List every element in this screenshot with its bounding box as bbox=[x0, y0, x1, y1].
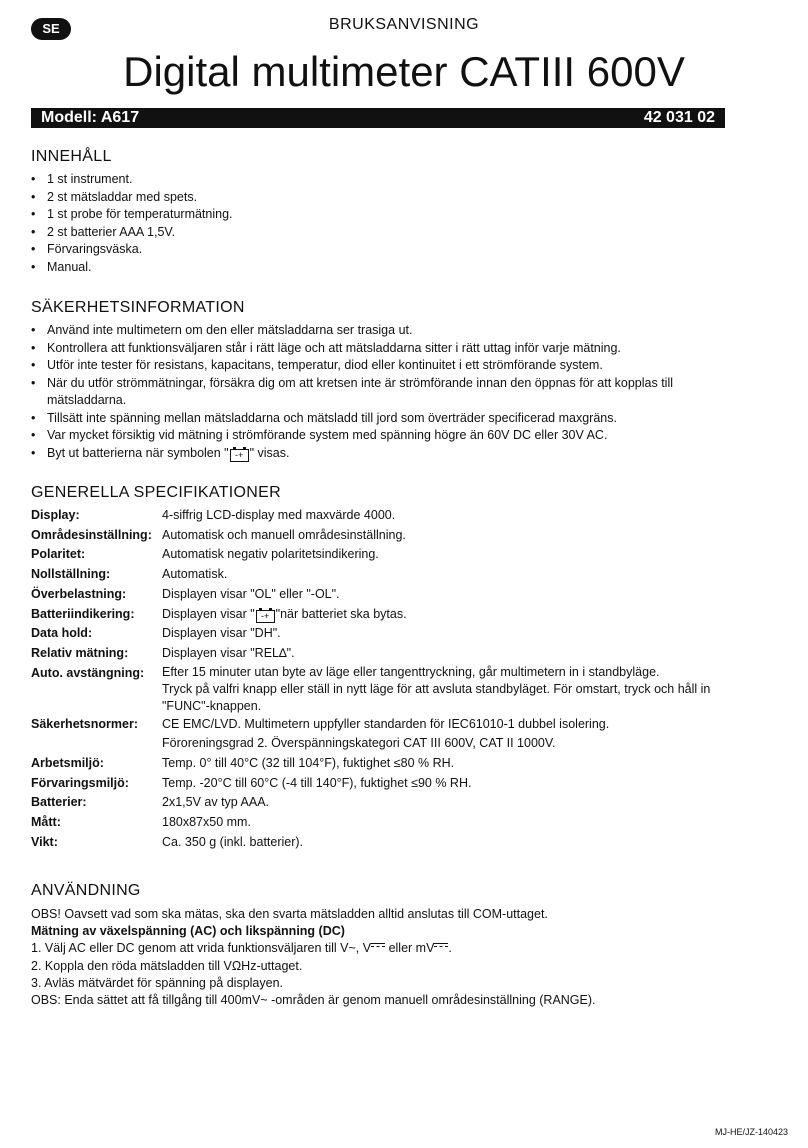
spec-row bbox=[31, 754, 731, 774]
spec-row bbox=[31, 526, 731, 546]
spec-row bbox=[31, 715, 731, 754]
spec-value: Automatisk negativ polaritetsindikering. bbox=[162, 547, 379, 562]
model-label: Modell: A617 bbox=[41, 109, 140, 126]
spec-key: Mått: bbox=[31, 815, 61, 830]
spec-value-line: Föroreningsgrad 2. Överspänningskategori CAT III 600V, CAT II 1000V. bbox=[162, 736, 556, 751]
spec-value: 4-siffrig LCD-display med maxvärde 4000. bbox=[162, 508, 396, 522]
model-bar bbox=[31, 108, 725, 128]
spec-value: Displayen visar "OL" eller "-OL". bbox=[162, 586, 340, 601]
battery-icon: -+ bbox=[256, 610, 275, 623]
contents-heading: INNEHÅLL bbox=[31, 148, 112, 165]
list-item: • 1 st instrument. bbox=[31, 171, 697, 189]
spec-key: Vikt: bbox=[31, 834, 58, 849]
spec-key: Batterier: bbox=[31, 795, 87, 810]
dc-symbol-icon bbox=[434, 942, 448, 952]
list-item: • När du utför strömmätningar, försäkra dig om att kretsen inte är strömförande innan den öppnas för att kopplas till mätsladdarna. bbox=[31, 375, 697, 410]
spec-row bbox=[31, 506, 731, 526]
page-title: Digital multimeter CATIII 600V bbox=[123, 48, 685, 95]
spec-key: Överbelastning: bbox=[31, 586, 127, 601]
spec-value bbox=[162, 605, 731, 625]
list-item bbox=[31, 445, 697, 463]
battery-icon: -+ bbox=[230, 449, 249, 462]
spec-value bbox=[162, 664, 731, 715]
spec-key: Områdesinställning: bbox=[31, 527, 152, 542]
spec-row bbox=[31, 644, 731, 664]
spec-value: Displayen visar "DH". bbox=[162, 626, 281, 641]
footer-code: MJ-HE/JZ-140423 bbox=[714, 1127, 788, 1137]
spec-value: Displayen visar "REL∆". bbox=[162, 645, 295, 660]
document-type: BRUKSANVISNING bbox=[328, 16, 480, 33]
spec-row bbox=[31, 605, 731, 625]
spec-row bbox=[31, 545, 731, 565]
safety-list bbox=[31, 322, 697, 462]
spec-value-after: "när batteriet ska bytas. bbox=[275, 606, 407, 621]
spec-row bbox=[31, 565, 731, 585]
battery-text-after: " visas. bbox=[249, 445, 290, 460]
spec-value: Automatisk. bbox=[162, 567, 228, 582]
spec-row bbox=[31, 585, 731, 605]
spec-value-before: Displayen visar " bbox=[162, 606, 255, 621]
specs-table bbox=[31, 506, 731, 853]
spec-key: Nollställning: bbox=[31, 567, 111, 582]
spec-key: Förvaringsmiljö: bbox=[31, 775, 129, 790]
spec-key: Arbetsmiljö: bbox=[31, 756, 104, 771]
list-item: • 2 st mätsladdar med spets. bbox=[31, 189, 697, 207]
list-item: • Tillsätt inte spänning mellan mätsladdarna och mätsladd till jord som överträder specificerad maxgräns. bbox=[31, 410, 697, 428]
spec-row bbox=[31, 664, 731, 715]
contents-list bbox=[31, 171, 697, 276]
usage-step: 2. Koppla den röda mätsladden till VΩHz-uttaget. bbox=[31, 958, 303, 973]
usage-note: OBS! Oavsett vad som ska mätas, ska den svarta mätsladden alltid anslutas till COM-uttaget. bbox=[31, 907, 548, 921]
step-text: . bbox=[448, 941, 452, 956]
list-item: • Förvaringsväska. bbox=[31, 241, 697, 259]
list-item: • Manual. bbox=[31, 259, 697, 277]
spec-value: 2x1,5V av typ AAA. bbox=[162, 795, 270, 810]
specs-heading: GENERELLA SPECIFIKATIONER bbox=[31, 484, 281, 501]
step-text: eller mV bbox=[385, 941, 435, 956]
usage-section bbox=[31, 906, 751, 1009]
safety-heading: SÄKERHETSINFORMATION bbox=[31, 299, 245, 316]
spec-key: Polaritet: bbox=[31, 547, 86, 562]
usage-obs: OBS: Enda sättet att få tillgång till 400mV~ -områden är genom manuell områdesinställning (RANGE). bbox=[31, 993, 596, 1008]
dc-symbol-icon bbox=[371, 942, 385, 952]
list-item: • 1 st probe för temperaturmätning. bbox=[31, 206, 697, 224]
list-item: • Kontrollera att funktionsväljaren står i rätt läge och att mätsladdarna sitter i rätt uttag inför varje mätning. bbox=[31, 340, 697, 358]
spec-row bbox=[31, 813, 731, 833]
spec-value: Temp. 0° till 40°C (32 till 104°F), fuktighet ≤80 % RH. bbox=[162, 756, 455, 771]
spec-value bbox=[162, 715, 731, 754]
article-number: 42 031 02 bbox=[643, 109, 715, 126]
list-item: • Utför inte tester för resistans, kapacitans, temperatur, diod eller kontinuitet i ett strömförande system. bbox=[31, 357, 697, 375]
spec-value-line: Tryck på valfri knapp eller ställ in nytt läge för att avsluta standbyläget. För omstart, tryck och håll in "FUNC"-knappen. bbox=[162, 681, 711, 713]
usage-step bbox=[31, 940, 751, 957]
step-text: 1. Välj AC eller DC genom att vrida funktionsväljaren till V~, V bbox=[31, 941, 372, 956]
language-badge: SE bbox=[31, 18, 71, 40]
list-item: • Var mycket försiktig vid mätning i strömförande system med spänning högre än 60V DC eller 30V AC. bbox=[31, 427, 697, 445]
usage-subheading: Mätning av växelspänning (AC) och likspänning (DC) bbox=[31, 924, 345, 939]
spec-key: Relativ mätning: bbox=[31, 645, 129, 660]
spec-value-line: CE EMC/LVD. Multimetern uppfyller standarden för IEC61010-1 dubbel isolering. bbox=[162, 716, 610, 731]
spec-key: Display: bbox=[31, 508, 80, 522]
spec-key: Batteriindikering: bbox=[31, 606, 135, 621]
spec-key: Auto. avstängning: bbox=[31, 665, 145, 680]
usage-step: 3. Avläs mätvärdet för spänning på displayen. bbox=[31, 975, 284, 990]
spec-row bbox=[31, 833, 731, 853]
spec-row bbox=[31, 624, 731, 644]
spec-value: Ca. 350 g (inkl. batterier). bbox=[162, 834, 304, 849]
battery-text-before: Byt ut batterierna när symbolen " bbox=[47, 445, 229, 460]
spec-key: Säkerhetsnormer: bbox=[31, 716, 138, 731]
list-item: • 2 st batterier AAA 1,5V. bbox=[31, 224, 697, 242]
spec-row bbox=[31, 774, 731, 794]
usage-heading: ANVÄNDNING bbox=[31, 882, 141, 899]
spec-value-line: Efter 15 minuter utan byte av läge eller tangenttryckning, går multimetern in i standbyläge. bbox=[162, 664, 660, 679]
spec-value: Automatisk och manuell områdesinställning. bbox=[162, 527, 406, 542]
list-item: • Använd inte multimetern om den eller mätsladdarna ser trasiga ut. bbox=[31, 322, 697, 340]
spec-key: Data hold: bbox=[31, 626, 93, 641]
spec-value: Temp. -20°C till 60°C (-4 till 140°F), fuktighet ≤90 % RH. bbox=[162, 775, 472, 790]
spec-value: 180x87x50 mm. bbox=[162, 815, 251, 830]
spec-row bbox=[31, 793, 731, 813]
